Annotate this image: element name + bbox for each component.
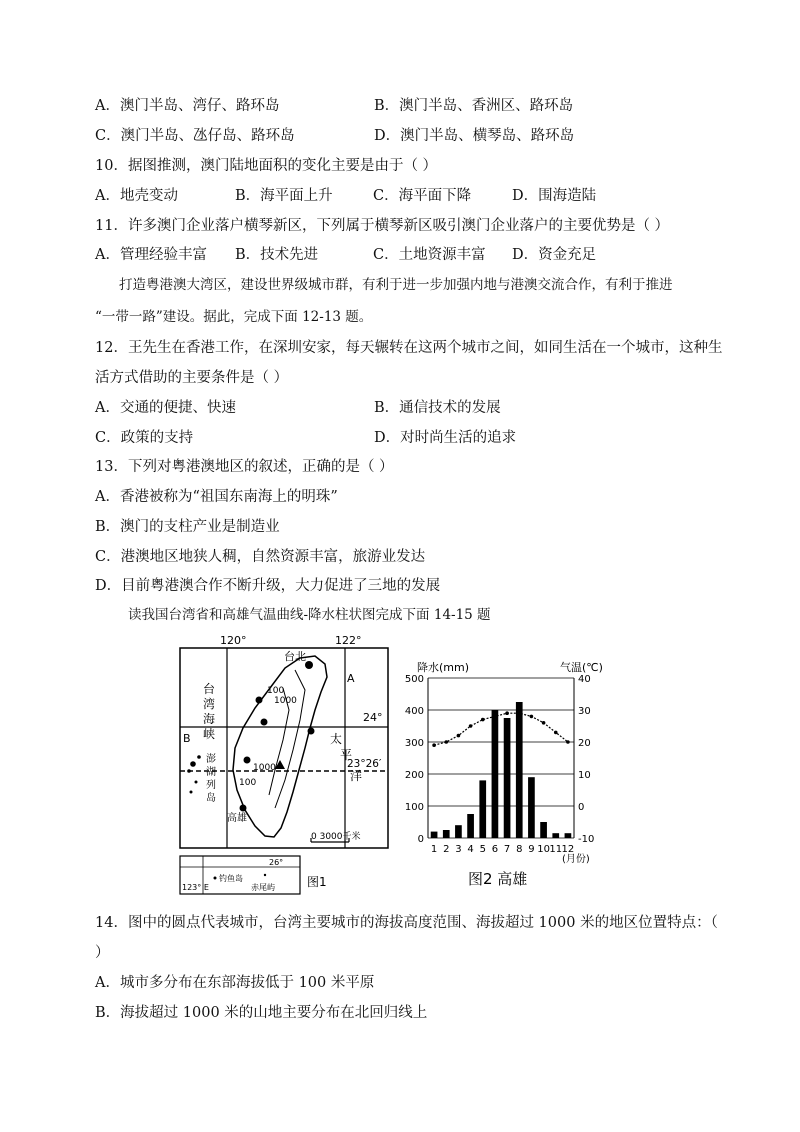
chart-x-tick-label: 1 — [430, 844, 438, 855]
precipitation-bar — [467, 814, 474, 838]
chart-x-tick-label: 6 — [491, 844, 499, 855]
q14-stem-line2: ） — [95, 945, 110, 961]
chart-left-tick-label: 0 — [417, 834, 424, 845]
city-dot-kaohsiung — [240, 805, 247, 812]
chart-x-tick-label: 3 — [455, 844, 462, 855]
map-lon-122: 122° — [335, 634, 362, 647]
chart-x-tick-label: 8 — [516, 844, 523, 855]
intro-12-13-line2: “一带一路”建设。据此，完成下面 12-13 题。 — [95, 309, 373, 325]
q10-option-c: C．海平面下降 — [373, 188, 472, 204]
map-label-a: A — [347, 672, 355, 685]
q9-option-b: B．澳门半岛、香洲区、路环岛 — [374, 98, 574, 114]
chart-right-axis-title: 气温(℃) — [560, 661, 603, 674]
penghu-char-1: 澎 — [206, 754, 216, 765]
map-taipei-label: 台北 — [284, 650, 306, 663]
pacific-char-2: 平 — [340, 748, 353, 762]
temperature-point — [481, 718, 485, 722]
q10-option-b: B．海平面上升 — [235, 188, 333, 204]
chart-right-tick-label: 40 — [578, 674, 591, 685]
q12-stem-line1: 12．王先生在香港工作，在深圳安家，每天辗转在这两个城市之间，如同生活在一个城市，这种生 — [95, 340, 723, 356]
city-dot-taipei — [305, 661, 313, 669]
intro-12-13-line1: 打造粤港澳大湾区，建设世界级城市群，有利于进一步加强内地与港澳交流合作，有利于推进 — [119, 277, 673, 293]
q13-option-a: A．香港被称为“祖国东南海上的明珠” — [95, 489, 338, 505]
precipitation-bar — [479, 780, 486, 838]
chart-left-tick-label: 500 — [404, 674, 424, 685]
chart-right-tick-label: 0 — [578, 802, 585, 813]
strait-char-4: 峡 — [203, 727, 216, 741]
map-kaohsiung-label: 高雄 — [227, 813, 247, 824]
q12-option-c: C．政策的支持 — [95, 430, 194, 446]
temperature-point — [530, 715, 534, 719]
penghu-island — [187, 769, 191, 773]
temperature-point — [505, 711, 509, 715]
penghu-island — [190, 791, 193, 794]
chart-right-tick-label: 20 — [578, 738, 591, 749]
map-lon-120: 120° — [220, 634, 247, 647]
taiwan-coastline — [233, 656, 327, 837]
precipitation-bar — [516, 702, 523, 838]
q13-option-c: C．港澳地区地狭人稠，自然资源丰富，旅游业发达 — [95, 549, 426, 565]
q14-option-a: A．城市多分布在东部海拔低于 100 米平原 — [95, 975, 375, 991]
inset-chiwei-label: 赤尾屿 — [251, 883, 275, 892]
chart-x-axis-title: (月份) — [562, 854, 590, 865]
precipitation-bar — [528, 777, 535, 838]
q13-option-d: D．目前粤港澳合作不断升级，大力促进了三地的发展 — [95, 578, 441, 594]
q9-option-a: A．澳门半岛、湾仔、路环岛 — [95, 98, 280, 114]
inset-diaoyu-label: 钓鱼岛 — [219, 874, 243, 883]
chart-right-tick-label: 30 — [578, 706, 591, 717]
figure-1-caption: 图1 — [307, 875, 327, 889]
q11-option-b: B．技术先进 — [235, 247, 319, 263]
q11-stem: 11．许多澳门企业落户横琴新区，下列属于横琴新区吸引澳门企业落户的主要优势是（ ） — [95, 218, 670, 234]
precipitation-bar — [504, 718, 511, 838]
city-dot — [261, 719, 268, 726]
strait-char-2: 湾 — [203, 697, 216, 711]
q11-option-d: D．资金充足 — [512, 247, 597, 263]
q10-option-d: D．围海造陆 — [512, 188, 597, 204]
penghu-char-2: 湖 — [206, 767, 216, 778]
chart-left-tick-label: 300 — [404, 738, 424, 749]
chart-x-tick-label: 12 — [561, 844, 575, 855]
taiwan-map — [175, 630, 400, 900]
contour-label-1000: 1000 — [274, 696, 297, 706]
q12-option-d: D．对时尚生活的追求 — [374, 430, 517, 446]
intro-14-15: 读我国台湾省和高雄气温曲线-降水柱状图完成下面 14-15 题 — [128, 607, 491, 623]
q11-option-c: C．土地资源丰富 — [373, 247, 486, 263]
temperature-point — [517, 711, 521, 715]
precipitation-bar — [540, 822, 547, 838]
q13-stem: 13．下列对粤港澳地区的叙述，正确的是（ ） — [95, 459, 394, 475]
chart-right-tick-label: -10 — [578, 834, 595, 845]
precipitation-bar — [565, 833, 572, 838]
q14-option-b: B．海拔超过 1000 米的山地主要分布在北回归线上 — [95, 1005, 428, 1021]
map-lat-24: 24° — [363, 711, 383, 724]
q13-option-b: B．澳门的支柱产业是制造业 — [95, 519, 280, 535]
penghu-island — [195, 781, 198, 784]
chart-left-tick-label: 200 — [404, 770, 424, 781]
precipitation-bar — [431, 832, 438, 838]
chart-x-tick-label: 9 — [528, 844, 535, 855]
kaohsiung-climate-chart — [392, 660, 624, 896]
penghu-char-4: 岛 — [206, 793, 216, 804]
chart-x-tick-label: 2 — [443, 844, 450, 855]
temperature-point — [554, 731, 558, 735]
scale-label: 0 3000千米 — [311, 832, 361, 842]
diaoyu-island — [214, 877, 217, 880]
temperature-point — [542, 721, 546, 725]
penghu-island — [190, 761, 196, 767]
pacific-char-3: 洋 — [350, 769, 363, 783]
temperature-point — [457, 734, 461, 738]
q12-option-a: A．交通的便捷、快速 — [95, 400, 236, 416]
temperature-line — [434, 713, 568, 745]
strait-char-3: 海 — [203, 712, 216, 726]
chart-x-tick-label: 5 — [479, 844, 486, 855]
chart-title: 图2 高雄 — [468, 870, 528, 888]
contour-label-1000-south: 1000 — [253, 763, 276, 773]
contour-label-100: 100 — [267, 686, 285, 696]
temperature-point — [493, 715, 497, 719]
q10-stem: 10．据图推测，澳门陆地面积的变化主要是由于（ ） — [95, 158, 438, 174]
city-dot — [308, 728, 315, 735]
chart-x-tick-label: 4 — [467, 844, 474, 855]
chart-right-tick-label: 10 — [578, 770, 591, 781]
q11-option-a: A．管理经验丰富 — [95, 247, 207, 263]
strait-char-1: 台 — [203, 682, 216, 696]
precipitation-bar — [552, 833, 559, 838]
precipitation-bar — [443, 830, 450, 838]
map-lat-2326: 23°26′ — [347, 758, 382, 770]
map-label-b: B — [183, 732, 191, 745]
penghu-char-3: 列 — [206, 780, 216, 791]
q14-stem-line1: 14．图中的圆点代表城市，台湾主要城市的海拔高度范围、海拔超过 1000 米的地区位置特点：（ — [95, 915, 718, 931]
chart-x-tick-label: 11 — [549, 844, 563, 855]
contour-label-100-south: 100 — [239, 778, 257, 788]
temperature-point — [432, 743, 436, 747]
inset-lon-label: 123° E — [182, 883, 209, 892]
chart-left-tick-label: 100 — [404, 802, 424, 813]
pacific-char-1: 太 — [330, 732, 343, 746]
temperature-point — [469, 724, 473, 728]
city-dot — [256, 697, 263, 704]
q12-stem-line2: 活方式借助的主要条件是（ ） — [95, 370, 289, 386]
q12-option-b: B．通信技术的发展 — [374, 400, 501, 416]
chart-x-tick-label: 7 — [503, 844, 511, 855]
chiwei-island — [264, 874, 266, 876]
temperature-point — [444, 740, 448, 744]
city-dot — [244, 757, 251, 764]
precipitation-bar — [455, 825, 462, 838]
chart-left-axis-title: 降水(mm) — [417, 661, 470, 674]
temperature-point — [566, 740, 570, 744]
inset-lat-label: 26° — [269, 858, 284, 867]
chart-left-tick-label: 400 — [404, 706, 424, 717]
precipitation-bar — [492, 710, 499, 838]
chart-x-tick-label: 10 — [537, 844, 550, 855]
penghu-island — [197, 755, 201, 759]
q9-option-d: D．澳门半岛、横琴岛、路环岛 — [374, 128, 575, 144]
q9-option-c: C．澳门半岛、氹仔岛、路环岛 — [95, 128, 295, 144]
q10-option-a: A．地壳变动 — [95, 188, 178, 204]
